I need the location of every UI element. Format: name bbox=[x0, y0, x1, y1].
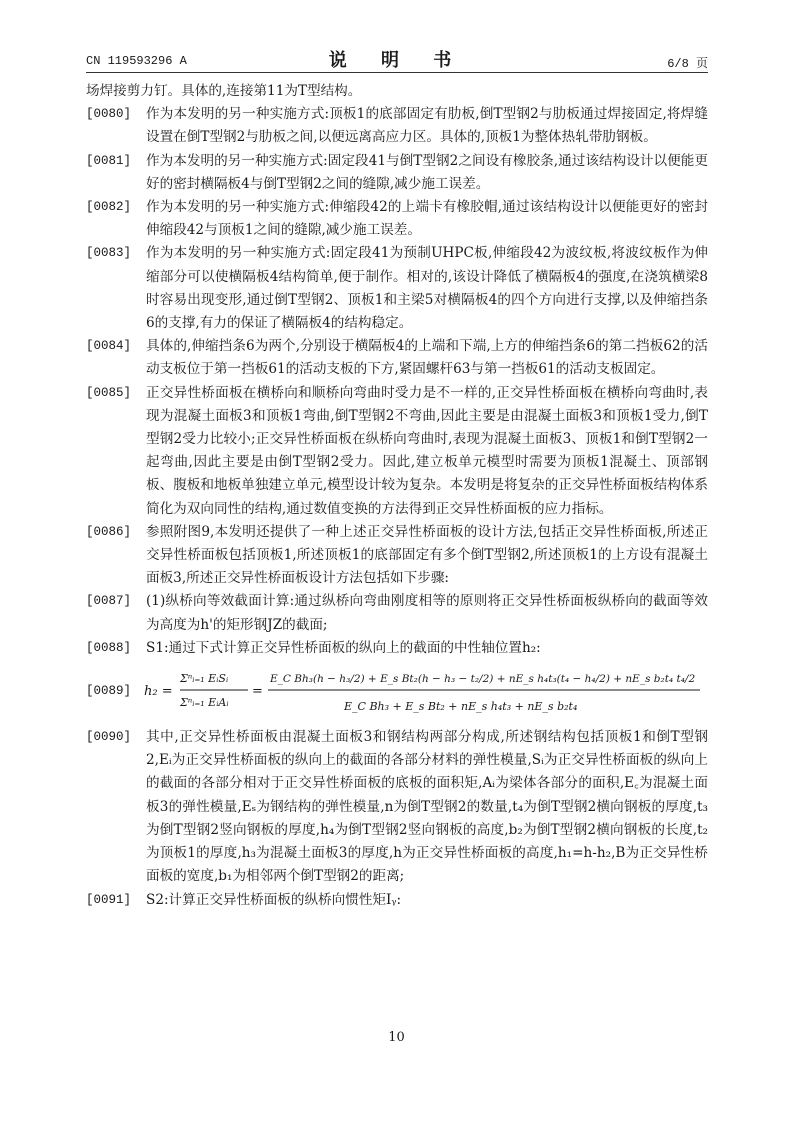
paragraph-number: [0090] bbox=[86, 730, 132, 745]
paragraph-0091 bbox=[86, 889, 708, 912]
paragraph-text: S2:计算正交异性桥面板的纵桥向惯性矩Iᵧ: bbox=[146, 891, 402, 908]
neutral-axis-equation bbox=[144, 662, 704, 720]
paragraph-text: 作为本发明的另一种实施方式:顶板1的底部固定有肋板,倒T型钢2与肋板通过焊接固定,将焊缝设置在倒T型钢2与肋板之间,以便远离高应力区。具体的,顶板1为整体热轧带肋钢板。 bbox=[146, 106, 708, 146]
paragraph-text: 作为本发明的另一种实施方式:伸缩段42的上端卡有橡胶帽,通过该结构设计以便能更好的密封伸缩段42与顶板1之间的缝隙,减少施工误差。 bbox=[146, 199, 708, 239]
equation-denominator: E_C Bh₃ + E_s Bt₂ + nE_s h₄t₃ + nE_s b₂t₄ bbox=[344, 700, 578, 714]
paragraph-number: [0083] bbox=[86, 246, 132, 261]
equation-number: [0089] bbox=[86, 684, 132, 699]
paragraph-number: [0088] bbox=[86, 640, 132, 655]
paragraph-0082 bbox=[86, 196, 708, 242]
paragraph-0087 bbox=[86, 590, 708, 636]
paragraph-text: 作为本发明的另一种实施方式:固定段41与倒T型钢2之间设有橡胶条,通过该结构设计以便能更好的密封横隔板4与倒T型钢2之间的缝隙,减少施工误差。 bbox=[146, 152, 708, 192]
paragraph-text: (1)纵桥向等效截面计算:通过纵桥向弯曲刚度相等的原则将正交异性桥面板纵桥向的截面等效为高度为h'的矩形钢JZ的截面; bbox=[146, 593, 708, 633]
document-body bbox=[86, 80, 708, 912]
paragraph-continuation bbox=[86, 80, 708, 103]
paragraph-0086 bbox=[86, 521, 708, 591]
paragraph-number: [0084] bbox=[86, 339, 132, 354]
page-info: 6/8 页 bbox=[667, 57, 708, 71]
paragraph-text: 具体的,伸缩挡条6为两个,分别设于横隔板4的上端和下端,上方的伸缩挡条6的第二挡板62的活动支板位于第一挡板61的活动支板的下方,紧固螺杆63与第一挡板61的活动支板固定。 bbox=[146, 338, 708, 378]
paragraph-number: [0080] bbox=[86, 107, 132, 122]
equation-block bbox=[86, 662, 708, 720]
paragraph-text: S1:通过下式计算正交异性桥面板的纵向上的截面的中性轴位置h₂: bbox=[146, 639, 541, 656]
paragraph-0084 bbox=[86, 335, 708, 381]
paragraph-0090 bbox=[86, 726, 708, 888]
paragraph-0081 bbox=[86, 150, 708, 196]
paragraph-number: [0087] bbox=[86, 594, 132, 609]
equation-equals: = bbox=[252, 684, 263, 700]
paragraph-number: [0082] bbox=[86, 200, 132, 215]
paragraph-text: 场焊接剪力钉。具体的,连接第11为T型结构。 bbox=[86, 83, 362, 99]
paragraph-0083 bbox=[86, 242, 708, 335]
page-header bbox=[86, 44, 708, 73]
paragraph-text: 其中,正交异性桥面板由混凝土面板3和钢结构两部分构成,所述钢结构包括顶板1和倒T型钢2,Eᵢ为正交异性桥面板的纵向上的截面的各部分材料的弹性模量,Sᵢ为正交异性桥面板的纵向上的截面的各部分相对于正交异性桥面板的底板的面积矩,Aᵢ为梁体各部分的面积,E꜀为混凝土面板3的弹性模量,Eₛ为钢结构的弹性模量,n为倒T型钢2的数量,t₄为倒T型钢2横向钢板的厚度,t₃为倒T型钢2竖向钢板的厚度,h₄为倒T型钢2竖向钢板的高度,b₂为倒T型钢2横向钢板的长度,t₂为顶板1的厚度,h₃为混凝土面板3的厚度,h为正交异性桥面板的高度,h₁=h-h₂,B为正交异性桥面板的宽度,b₁为相邻两个倒T型钢2的距离; bbox=[146, 729, 708, 885]
paragraph-number: [0086] bbox=[86, 524, 132, 539]
page-number: 10 bbox=[388, 1030, 405, 1045]
equation-left-numerator: Σⁿᵢ₌₁ EᵢSᵢ bbox=[180, 672, 229, 686]
equation-lhs: h₂ = bbox=[144, 684, 173, 700]
paragraph-0085 bbox=[86, 382, 708, 521]
paragraph-0088 bbox=[86, 637, 708, 660]
paragraph-number: [0085] bbox=[86, 385, 132, 400]
paragraph-0080 bbox=[86, 103, 708, 149]
document-title: 说 明 书 bbox=[328, 50, 466, 71]
publication-number: CN 119593296 A bbox=[86, 54, 187, 68]
paragraph-text: 作为本发明的另一种实施方式:固定段41为预制UHPC板,伸缩段42为波纹板,将波纹板作为伸缩部分可以使横隔板4结构简单,便于制作。相对的,该设计降低了横隔板4的强度,在浇筑横梁8时容易出现变形,通过倒T型钢2、顶板1和主梁5对横隔板4的四个方向进行支撑,以及伸缩挡条6的支撑,有力的保证了横隔板4的结构稳定。 bbox=[146, 245, 708, 332]
paragraph-text: 参照附图9,本发明还提供了一种上述正交异性桥面板的设计方法,包括正交异性桥面板,所述正交异性桥面板包括顶板1,所述顶板1的底部固定有多个倒T型钢2,所述顶板1的上方设有混凝土面板3,所述正交异性桥面板设计方法包括如下步骤: bbox=[146, 523, 708, 587]
paragraph-number: [0091] bbox=[86, 892, 132, 907]
equation-numerator: E_C Bh₃(h − h₃/2) + E_s Bt₂(h − h₃ − t₂/2) + nE_s h₄t₃(t₄ − h₄/2) + nE_s b₂t₄ t₄/2 bbox=[270, 673, 696, 686]
paragraph-text: 正交异性桥面板在横桥向和顺桥向弯曲时受力是不一样的,正交异性桥面板在横桥向弯曲时,表现为混凝土面板3和顶板1弯曲,倒T型钢2不弯曲,因此主要是由混凝土面板3和顶板1受力,倒T型钢2受力比较小;正交异性桥面板在纵桥向弯曲时,表现为混凝土面板3、顶板1和倒T型钢2一起弯曲,因此主要是由倒T型钢2受力。因此,建立板单元模型时需要为顶板1混凝土、顶部钢板、腹板和地板单独建立单元,模型设计较为复杂。本发明是将复杂的正交异性桥面板结构体系简化为双向同性的结构,通过数值变换的方法得到正交异性桥面板的应力指标。 bbox=[146, 384, 708, 517]
equation-left-denominator: Σⁿᵢ₌₁ EᵢAᵢ bbox=[180, 696, 229, 710]
paragraph-number: [0081] bbox=[86, 153, 132, 168]
